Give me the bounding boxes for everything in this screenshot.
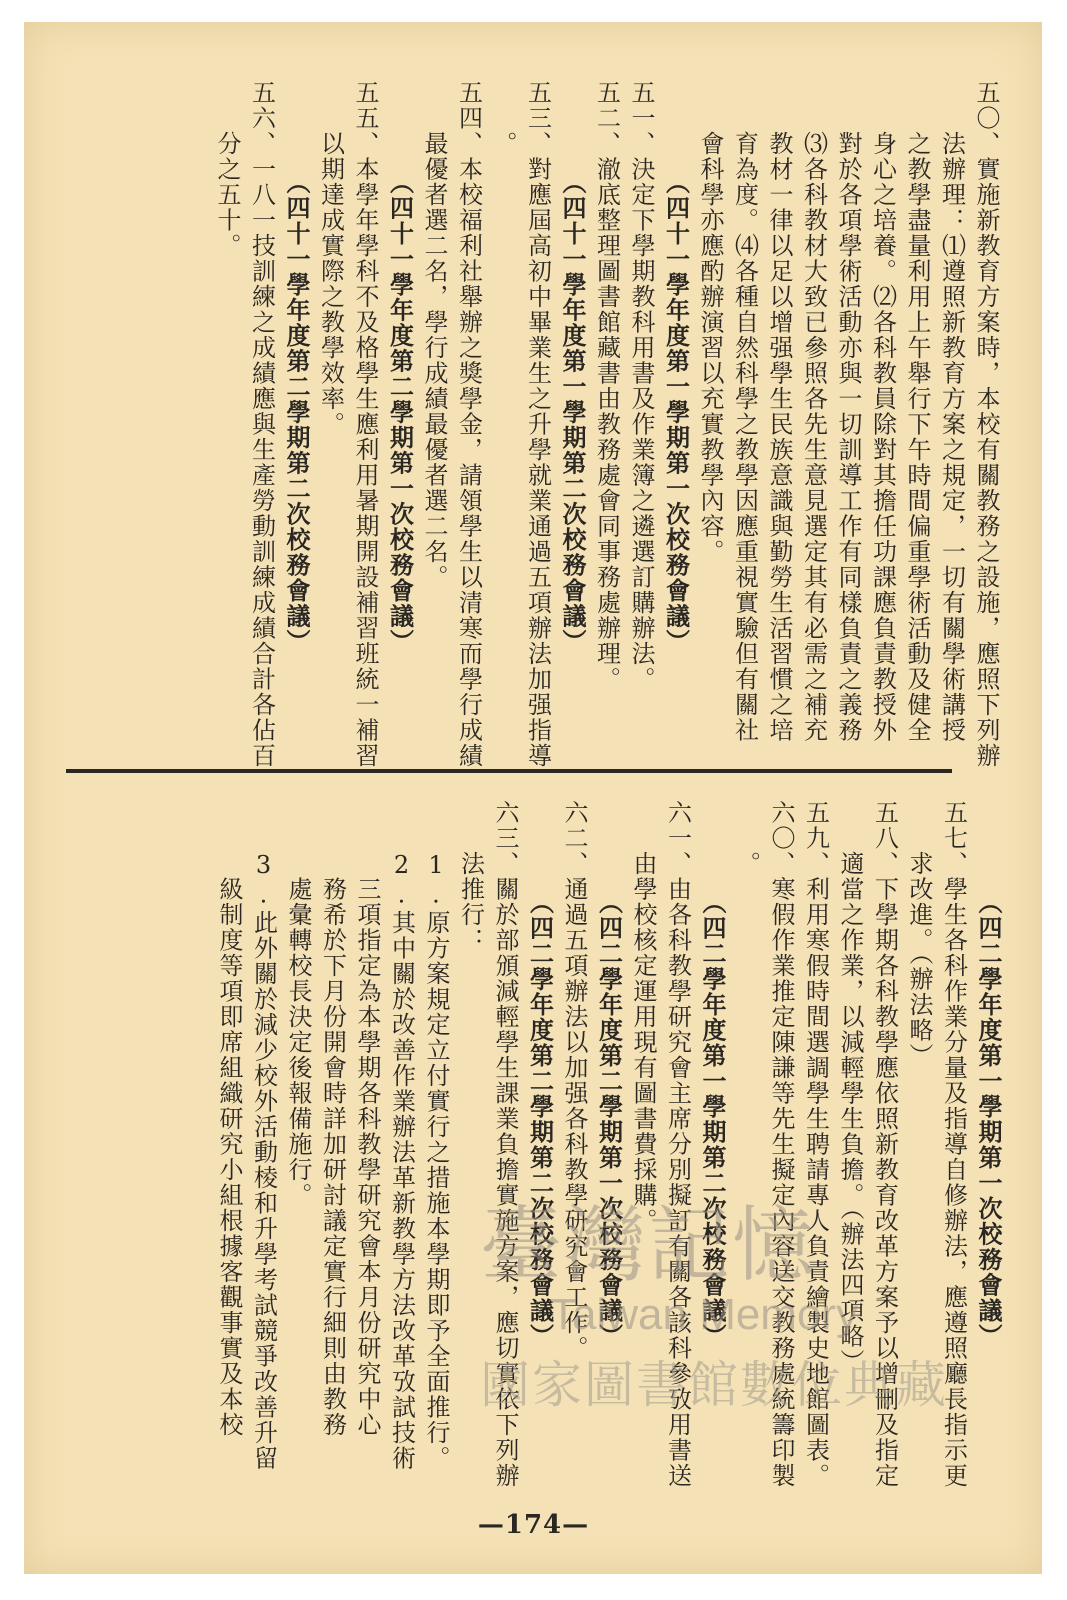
text-line: 2.其中關於改善作業辦法革新教學方法改革攷試技術: [387, 800, 416, 1471]
meeting-citation: （四二學年度第二學期第二次校務會議）: [525, 800, 555, 1349]
text-line: 五五、本學年學科不及格學生應利用暑期開設補習班統一補習: [351, 80, 379, 769]
text-line: 五〇、實施新教育方案時，本校有關教務之設施，應照下列辦: [972, 80, 1000, 769]
text-line: 之教學盡量利用上午舉行下午時間偏重學術活動及健全: [903, 80, 931, 743]
text-line: 。: [489, 80, 517, 157]
text-line: 適當之作業，以減輕學生負擔。（辦法四項略）: [836, 800, 864, 1375]
meeting-citation: （四二學年度第一學期第二次校務會議）: [698, 800, 727, 1349]
text-line: 法辦理：⑴遵照新教育方案之規定，一切有關學術講授: [937, 80, 966, 743]
meeting-citation: （四二學年度第二學期第一次校務會議）: [594, 800, 624, 1349]
meeting-citation: （四十一學年度第二學期第一次校務會議）: [385, 80, 415, 655]
text-line: 育為度。⑷各種自然科學之教學因應重視實驗但有關社: [730, 80, 759, 743]
text-line: 五六、一八一技訓練之成績應與生產勞動訓練成績合計各佔百: [247, 80, 276, 769]
text-line: 六〇、寒假作業推定陳謙等先生擬定內容送交教務處統籌印製: [767, 800, 795, 1489]
text-line: 身心之培養。⑵各科教員除對其擔任功課應負責教授外: [868, 80, 897, 743]
text-line: 五一、決定下學期教科用書及作業簿之遴選訂購辦法。: [627, 80, 655, 692]
meeting-citation: （四十一學年度第一學期第二次校務會議）: [558, 80, 587, 655]
text-line: ⑶各科教材大致已參照各先生意見選定其有必需之補充: [799, 80, 828, 743]
text-line: 六二、通過五項辦法以加强各科教學研究會工作。: [560, 800, 588, 1361]
text-line: 會科學亦應酌辦演習以充實教學內容。: [696, 80, 724, 565]
text-line: 求改進。（辦法略）: [905, 800, 933, 1069]
text-line: 三項指定為本學期各科教學研究會本月份研究中心: [353, 800, 381, 1438]
text-line: 五七、學生各科作業分量及指導自修辦法，應遵照廳長指示更: [939, 800, 968, 1489]
watermark-org-text: 國家圖書館數位典藏: [480, 1356, 948, 1414]
text-line: 由學校核定運用現有圖書費採購。: [629, 800, 657, 1234]
text-line: 教材一律以足以增强學生民族意識與勤勞生活習慣之培: [765, 80, 793, 743]
text-line: 。: [732, 800, 761, 877]
meeting-citation: （四十一學年度第一學期第一次校務會議）: [661, 80, 691, 655]
text-line: 級制度等項即席組織研究小組根據客觀事實及本校: [215, 800, 243, 1438]
top-text-column-block: [103, 80, 1003, 769]
text-line: 五八、下學期各科教學應依照新教育改革方案予以增刪及指定: [870, 800, 899, 1489]
meeting-citation: （四十一學年度第二學期第二次校務會議）: [282, 80, 311, 655]
text-line: 對於各項學術活動亦與一切訓導工作有同樣負責之義務: [834, 80, 862, 743]
text-line: 六一、由各科教學研究會主席分別擬訂有關各該科參攷用書送: [663, 800, 692, 1489]
text-line: 3.此外關於減少校外活動棱和升學考試競爭改善升留: [249, 800, 278, 1471]
text-line: 六三、關於部頒減輕學生課業負擔實施方案，應切實依下列辦: [491, 800, 519, 1489]
text-line: 最優者選二名，學行成績最優者選二名。: [420, 80, 448, 590]
text-line: 處彙轉校長決定後報備施行。: [284, 800, 312, 1208]
watermark-logo-text: 臺灣記憶: [480, 1198, 817, 1293]
meeting-citation: （四二學年度第一學期第一次校務會議）: [974, 800, 1003, 1349]
text-line: 五二、澈底整理圖書館藏書由教務處會同事務處辦理。: [592, 80, 621, 692]
section-divider: [66, 769, 952, 773]
text-line: 以期達成實際之教學效率。: [316, 80, 345, 437]
text-line: 分之五十。: [213, 80, 241, 259]
text-line: 五四、本校福利社舉辦之獎學金，請領學生以清寒而學行成績: [454, 80, 483, 769]
text-line: 五九、利用寒假時間選調學生聘請專人負責繪製史地館圖表。: [801, 800, 830, 1489]
text-line: 務希於下月份開會時詳加研討議定實行細則由教務: [318, 800, 347, 1438]
watermark-english-text: Taiwan Memory: [550, 1290, 859, 1339]
text-line: 五三、對應屆高初中畢業生之升學就業通過五項辦法加强指導: [523, 80, 552, 769]
watermark: [480, 1180, 980, 1440]
text-line: 1.原方案規定立付實行之措施本學期即予全面推行。: [422, 800, 450, 1471]
text-line: 法推行：: [456, 800, 485, 953]
page-number: —174—: [477, 1510, 590, 1540]
